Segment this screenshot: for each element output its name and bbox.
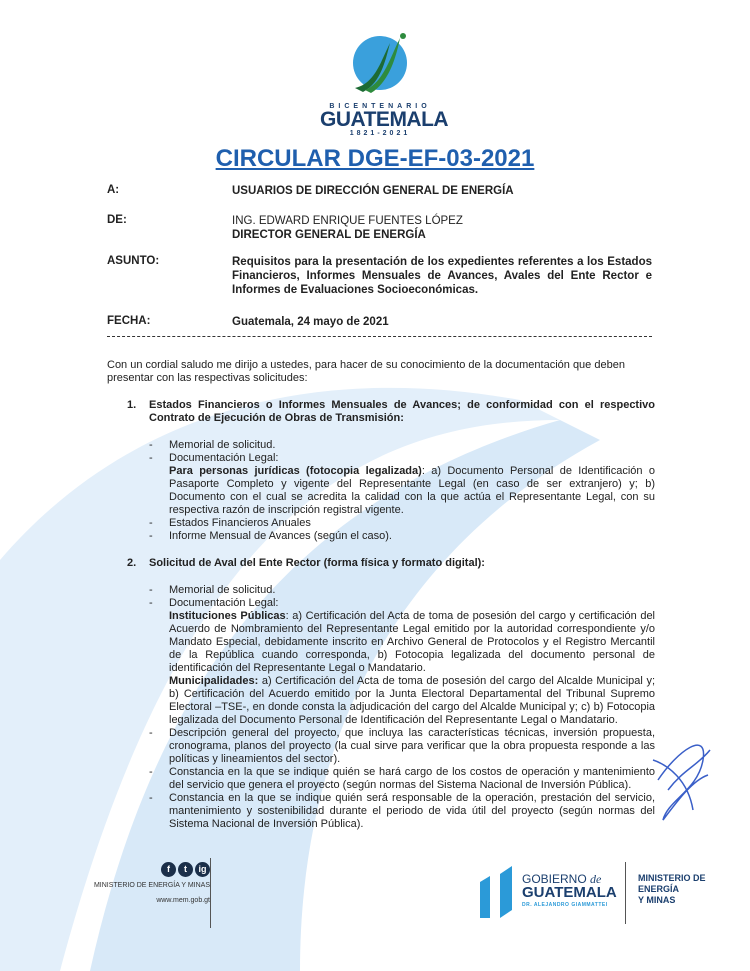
list-item: - Documentación Legal:	[149, 597, 279, 609]
section-title: Estados Financieros o Informes Mensuales de Avances; de conformidad con el respectivo Contrato de Ejecución de Obras de Transmisión:	[149, 399, 655, 424]
ministry-logo-text: MINISTERIO DE ENERGÍA Y MINAS	[638, 873, 706, 905]
list-item: - Estados Financieros Anuales	[149, 517, 311, 529]
page-title: CIRCULAR DGE-EF-03-2021	[215, 145, 535, 172]
section-title: Solicitud de Aval del Ente Rector (forma física y formato digital):	[149, 557, 485, 569]
quetzal-emblem-icon	[345, 28, 415, 98]
gobierno-bars-icon	[480, 866, 516, 918]
document-body	[107, 359, 655, 845]
ministry-name: MINISTERIO DE ENERGÍA Y MINAS	[93, 882, 210, 889]
list-item: - Memorial de solicitud.	[149, 439, 276, 451]
twitter-icon[interactable]: t	[178, 862, 193, 877]
from-label: DE:	[107, 214, 127, 226]
section-heading	[127, 399, 655, 425]
from-name: ING. EDWARD ENRIQUE FUENTES LÓPEZ	[232, 215, 463, 227]
date-value: Guatemala, 24 mayo de 2021	[232, 316, 389, 328]
instagram-icon[interactable]: ig	[195, 862, 210, 877]
logo-text: BICENTENARIO	[329, 103, 431, 110]
requirements-list	[147, 517, 655, 543]
list-item: - Descripción general del proyecto, que incluya las características técnicas, inversión propuesta, cronograma, planos del proyecto (la cual sirve para verificar que la obra propuesta responde a las políticas y lineamientos del sector).	[149, 727, 655, 765]
gobierno-logo: GOBIERNO de GUATEMALA DR. ALEJANDRO GIAMMATTEI	[480, 866, 617, 918]
divider	[107, 336, 652, 337]
requirements-list	[147, 727, 655, 831]
requirements-list	[147, 584, 655, 610]
website-link[interactable]: www.mem.gob.gt	[156, 897, 210, 904]
list-item: - Constancia en la que se indique quién será responsable de la operación, prestación del servicio, mantenimiento y sostenibilidad durante el periodo de vida útil del proyecto (según normas del Sistema Nacional de Inversión Pública).	[149, 792, 655, 830]
to-value: USUARIOS DE DIRECCIÓN GENERAL DE ENERGÍA	[232, 185, 514, 197]
list-item: - Informe Mensual de Avances (según el caso).	[149, 530, 392, 542]
from-title: DIRECTOR GENERAL DE ENERGÍA	[232, 229, 426, 241]
logo-text: GUATEMALA	[320, 108, 449, 131]
list-item: - Documentación Legal:	[149, 452, 279, 464]
section-number: 2.	[127, 557, 137, 569]
to-label: A:	[107, 184, 120, 196]
sub-paragraph: Instituciones Públicas: a) Certificación del Acta de toma de posesión del cargo y certificación del Acuerdo de Nombramiento del Representante Legal emitido por la autoridad correspondiente y/o Mandato Especial, debidamente inscrito en Archivo General de Protocolos y el Registro Mercantil de la República cuando corresponda, b) Fotocopia legalizada del documento personal de identificación del Representante Legal o Mandatario.	[169, 610, 655, 674]
logo-text: 1821-2021	[349, 130, 411, 137]
intro-paragraph: Con un cordial saludo me dirijo a ustedes, para hacer de su conocimiento de la documentación que deben presentar con las respectivas solicitudes:	[107, 359, 625, 384]
list-item: - Constancia en la que se indique quién se hará cargo de los costos de operación y mantenimiento del servicio que genera el proyecto (según normas del Sistema Nacional de Inversión Pública).	[149, 766, 655, 791]
sub-paragraph: Municipalidades: a) Certificación del Acta de toma de posesión del cargo del Alcalde Municipal y; b) Certificación del Acuerdo emitido por la Junta Electoral Departamental del Tribunal Supremo Electoral –TSE-, en donde consta la adjudicación del cargo del Alcalde Municipal y; c) b) Fotocopia legalizada del Documento Personal de Identificación del Representante Legal o Mandatario.	[169, 675, 655, 726]
list-item: - Memorial de solicitud.	[149, 584, 276, 596]
divider	[625, 862, 626, 924]
section-number: 1.	[127, 399, 137, 411]
divider	[210, 858, 211, 928]
sub-paragraph: Para personas jurídicas (fotocopia legalizada): a) Documento Personal de Identificación o Pasaporte Completo y vigente del Representante Legal (en caso de ser extranjero) y; b) Documento con el cual se acredita la calidad con la que actúa el Representante Legal, con su respectiva razón de inscripción registral vigente.	[169, 465, 655, 516]
subject-value: Requisitos para la presentación de los expedientes referentes a los Estados Financieros, Informes Mensuales de Avances, Avales del Ente Rector e Informes de Evaluaciones Socioeconómicas.	[232, 256, 652, 296]
requirements-list	[147, 439, 655, 465]
facebook-icon[interactable]: f	[161, 862, 176, 877]
bicentenario-logo	[320, 28, 449, 137]
footer-left	[88, 862, 210, 904]
subject-label: ASUNTO:	[107, 255, 160, 267]
signature	[648, 720, 718, 830]
date-label: FECHA:	[107, 315, 151, 327]
section-heading	[127, 557, 655, 570]
